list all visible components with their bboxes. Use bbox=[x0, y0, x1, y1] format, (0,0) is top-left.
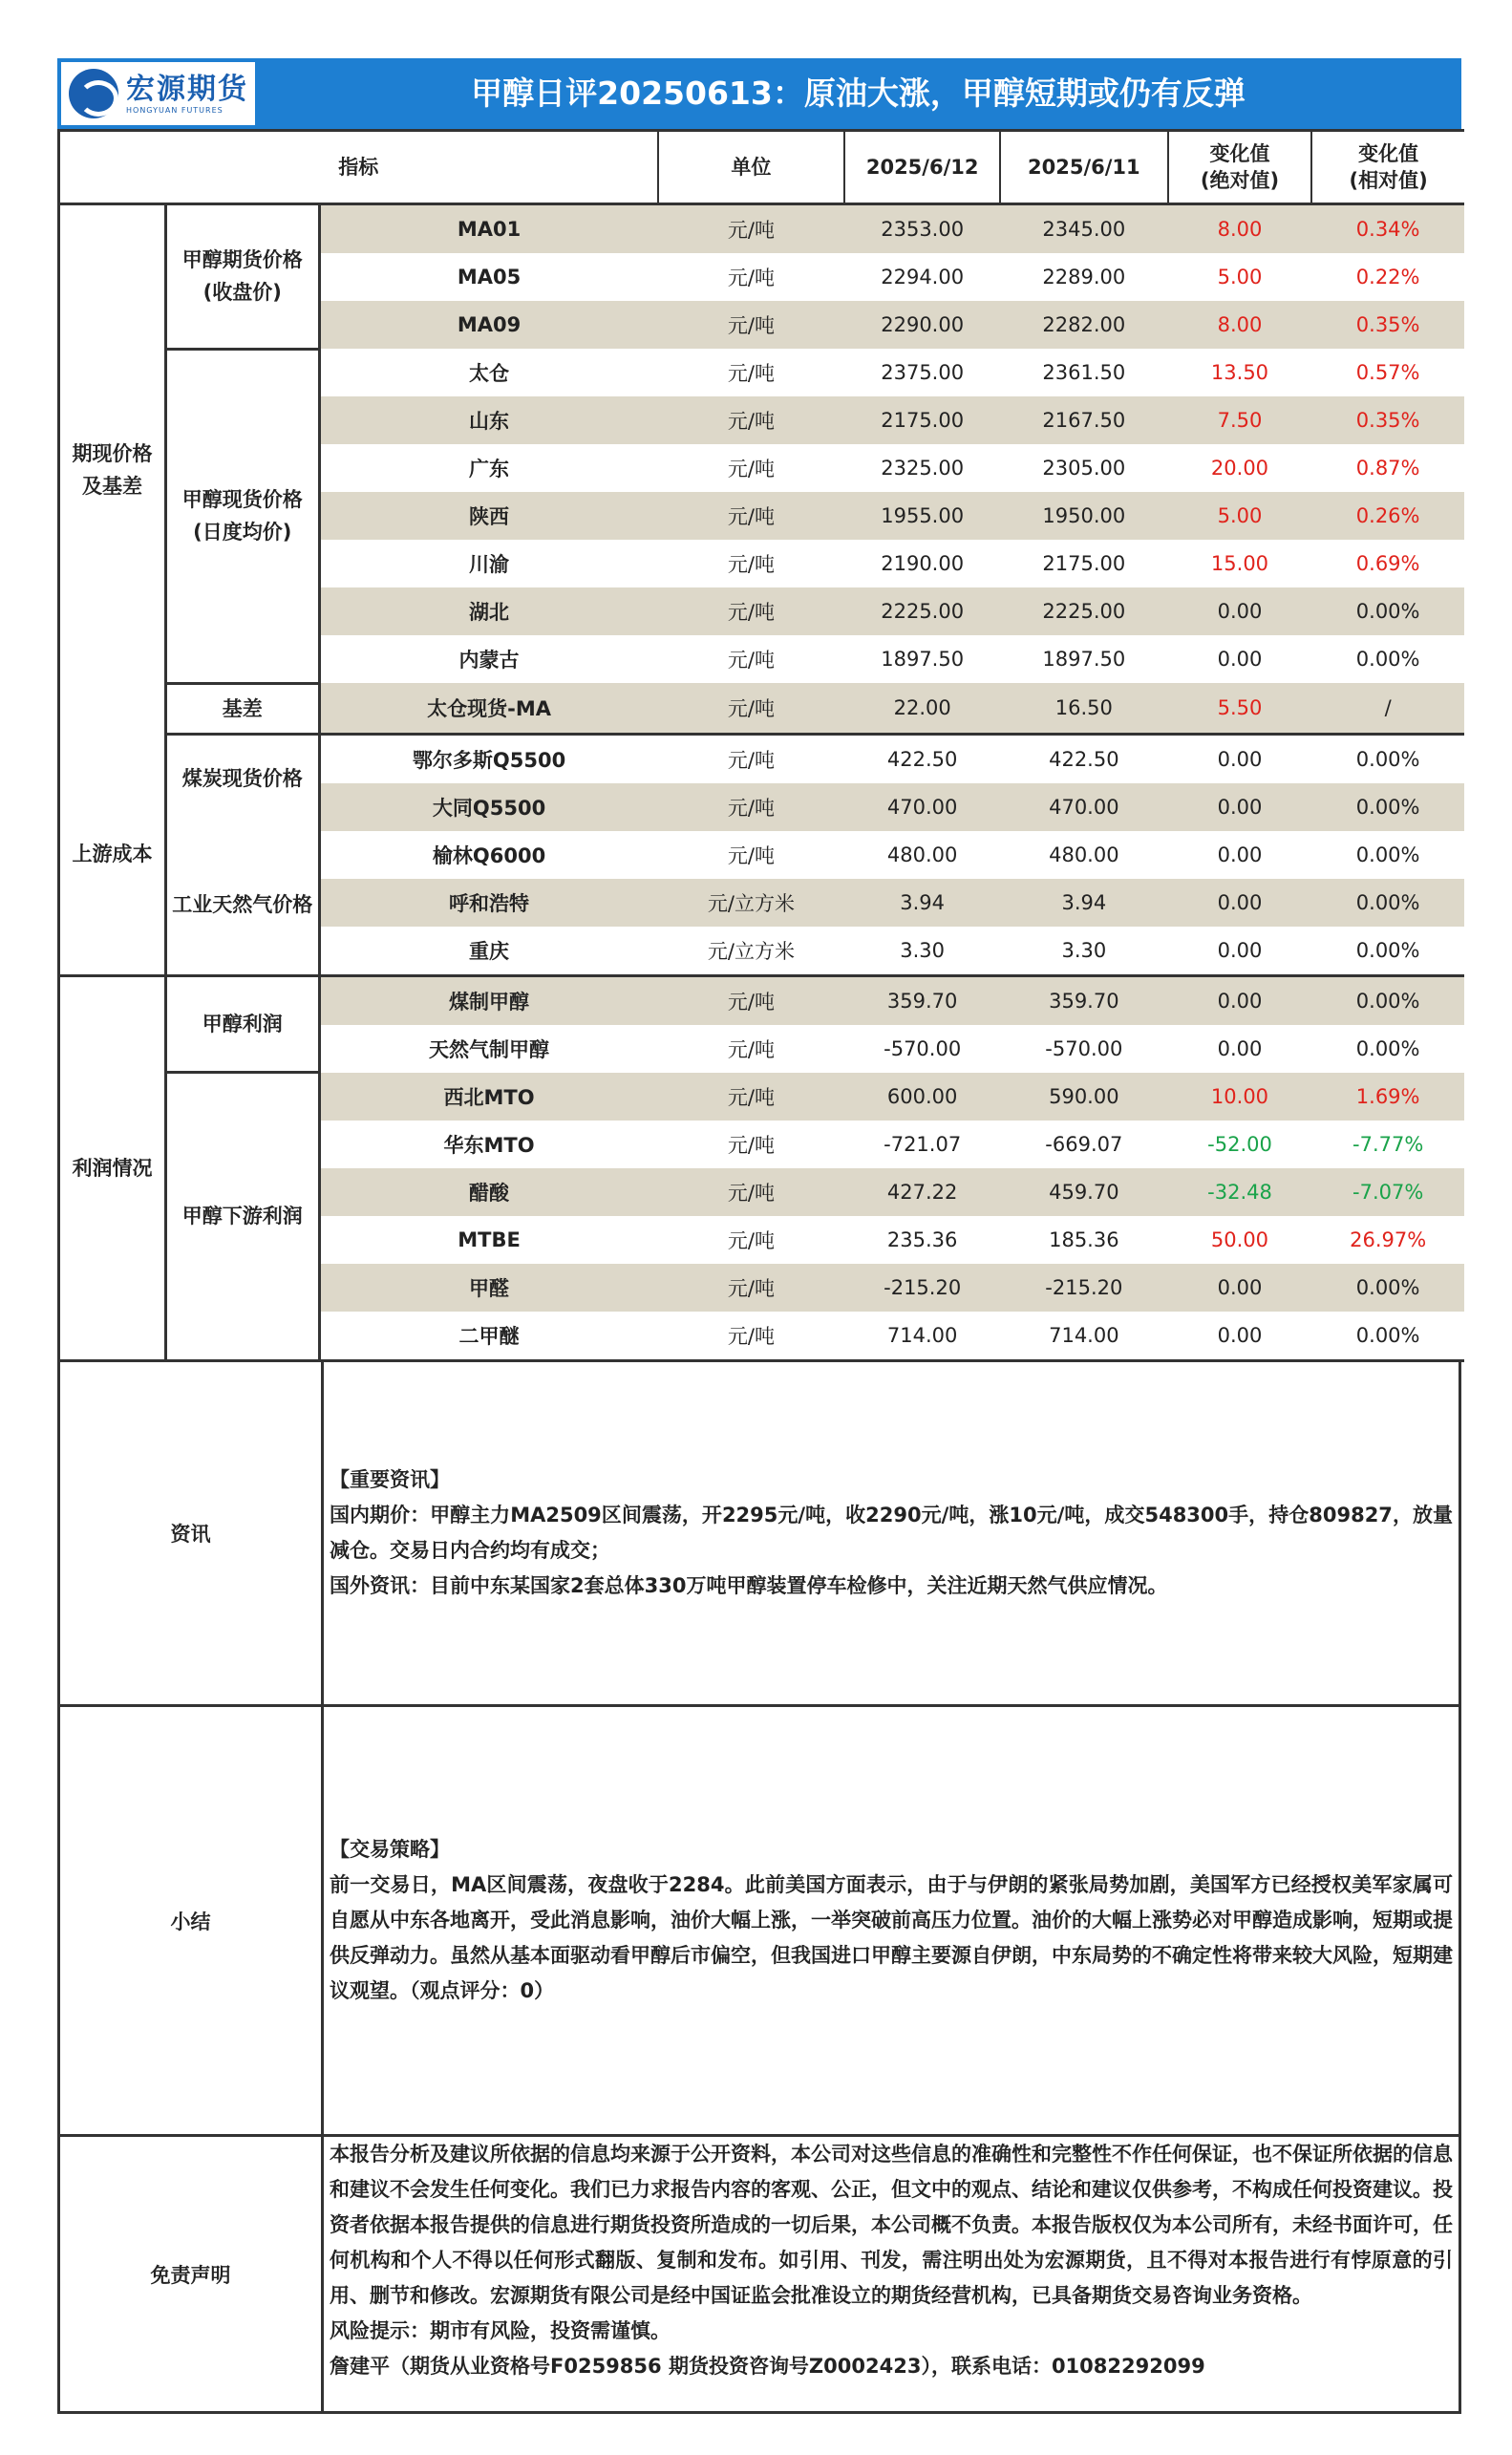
value-date2: 2167.50 bbox=[1000, 396, 1168, 444]
unit-cell: 元/吨 bbox=[658, 783, 845, 831]
unit-cell: 元/吨 bbox=[658, 492, 845, 540]
unit-cell: 元/吨 bbox=[658, 635, 845, 683]
indicator-name: 呼和浩特 bbox=[319, 879, 657, 927]
table-row bbox=[60, 734, 1464, 783]
table-row bbox=[60, 683, 1464, 734]
value-date2: 3.94 bbox=[1000, 879, 1168, 927]
indicator-name: 陕西 bbox=[319, 492, 657, 540]
change-rel: 0.00% bbox=[1311, 587, 1464, 635]
change-abs: 8.00 bbox=[1168, 204, 1312, 254]
change-rel: 0.22% bbox=[1311, 253, 1464, 301]
value-date2: -669.07 bbox=[1000, 1121, 1168, 1168]
indicator-name: 华东MTO bbox=[319, 1121, 657, 1168]
summary-content bbox=[323, 1706, 1460, 2136]
change-abs: 0.00 bbox=[1168, 635, 1312, 683]
unit-cell: 元/吨 bbox=[658, 1264, 845, 1312]
value-date1: 1897.50 bbox=[844, 635, 1000, 683]
indicator-name: 重庆 bbox=[319, 927, 657, 976]
disclaimer-body: 本报告分析及建议所依据的信息均来源于公开资料，本公司对这些信息的准确性和完整性不作任何保证，也不保证所依据的信息和建议不会发生任何变化。我们已力求报告内容的客观、公正，但文中的观点、结论和建议仅供参考，不构成任何投资建议。投资者依据本报告提供的信息进行期货投资所造成的一切后果，本公司概不负责。本报告版权仅为本公司所有，未经书面许可，任何机构和个人不得以任何形式翻版、复制和发布。如引用、刊发，需注明出处为宏源期货，且不得对本报告进行有悖原意的引用、删节和修改。宏源期货有限公司是经中国证监会批准设立的期货经营机构，已具备期货交易咨询业务资格。 bbox=[330, 2143, 1453, 2307]
change-abs: 50.00 bbox=[1168, 1216, 1312, 1264]
indicator-name: 川渝 bbox=[319, 540, 657, 587]
value-date1: 600.00 bbox=[844, 1073, 1000, 1121]
indicator-name: 太仓 bbox=[319, 349, 657, 396]
change-rel: 0.87% bbox=[1311, 444, 1464, 492]
subcat-gas: 工业天然气价格 bbox=[165, 879, 319, 976]
unit-cell: 元/吨 bbox=[658, 587, 845, 635]
table-row bbox=[60, 879, 1464, 927]
col-header-indicator: 指标 bbox=[60, 131, 658, 204]
risk-notice: 风险提示：期市有风险，投资需谨慎。 bbox=[330, 2319, 671, 2342]
change-rel: 0.69% bbox=[1311, 540, 1464, 587]
commentary-table bbox=[57, 1362, 1461, 2415]
indicator-name: 二甲醚 bbox=[319, 1312, 657, 1361]
logo-icon bbox=[69, 69, 118, 118]
subcat-basis: 基差 bbox=[165, 683, 319, 734]
summary-body: 前一交易日，MA区间震荡，夜盘收于2284。此前美国方面表示，由于与伊朗的紧张局势加剧，美国军方已经授权美军家属可自愿从中东各地离开，受此消息影响，油价大幅上涨，一举突破前高压力位置。油价的大幅上涨势必对甲醇造成影响，短期或提供反弹动力。虽然从基本面驱动看甲醇后市偏空，但我国进口甲醇主要源自伊朗，中东局势的不确定性将带来较大风险，短期建议观望。（观点评分：0） bbox=[330, 1873, 1453, 2002]
value-date2: 714.00 bbox=[1000, 1312, 1168, 1361]
header-row bbox=[60, 131, 1464, 204]
indicator-name: MA09 bbox=[319, 301, 657, 349]
change-rel: 0.00% bbox=[1311, 734, 1464, 783]
subcat-methanol-profit: 甲醇利润 bbox=[165, 975, 319, 1073]
change-abs: 5.00 bbox=[1168, 492, 1312, 540]
change-rel: 0.00% bbox=[1311, 1025, 1464, 1073]
change-abs: 8.00 bbox=[1168, 301, 1312, 349]
change-rel: / bbox=[1311, 683, 1464, 734]
change-abs: 0.00 bbox=[1168, 975, 1312, 1025]
change-rel: 0.00% bbox=[1311, 635, 1464, 683]
title-bar bbox=[57, 58, 1461, 129]
value-date1: 2190.00 bbox=[844, 540, 1000, 587]
unit-cell: 元/吨 bbox=[658, 975, 845, 1025]
value-date2: 2361.50 bbox=[1000, 349, 1168, 396]
unit-cell: 元/吨 bbox=[658, 204, 845, 254]
value-date1: 480.00 bbox=[844, 831, 1000, 879]
value-date1: 22.00 bbox=[844, 683, 1000, 734]
news-heading: 【重要资讯】 bbox=[330, 1467, 450, 1491]
change-rel: 0.00% bbox=[1311, 975, 1464, 1025]
disclaimer-label: 免责声明 bbox=[59, 2136, 323, 2413]
unit-cell: 元/立方米 bbox=[658, 879, 845, 927]
table-row bbox=[60, 204, 1464, 254]
value-date2: 16.50 bbox=[1000, 683, 1168, 734]
change-rel: 0.00% bbox=[1311, 831, 1464, 879]
change-abs: 20.00 bbox=[1168, 444, 1312, 492]
value-date1: 422.50 bbox=[844, 734, 1000, 783]
indicator-name: 鄂尔多斯Q5500 bbox=[319, 734, 657, 783]
unit-cell: 元/吨 bbox=[658, 444, 845, 492]
value-date2: 185.36 bbox=[1000, 1216, 1168, 1264]
value-date1: 2353.00 bbox=[844, 204, 1000, 254]
value-date1: 235.36 bbox=[844, 1216, 1000, 1264]
value-date2: -570.00 bbox=[1000, 1025, 1168, 1073]
value-date1: 2375.00 bbox=[844, 349, 1000, 396]
change-abs: 7.50 bbox=[1168, 396, 1312, 444]
value-date1: 2225.00 bbox=[844, 587, 1000, 635]
unit-cell: 元/吨 bbox=[658, 831, 845, 879]
change-abs: 5.50 bbox=[1168, 683, 1312, 734]
indicator-name: 山东 bbox=[319, 396, 657, 444]
change-abs: 0.00 bbox=[1168, 879, 1312, 927]
news-section bbox=[59, 1362, 1460, 1706]
change-rel: 0.00% bbox=[1311, 927, 1464, 976]
indicator-name: MTBE bbox=[319, 1216, 657, 1264]
logo-name: 宏源期货 bbox=[126, 72, 248, 106]
unit-cell: 元/吨 bbox=[658, 1121, 845, 1168]
indicator-name: 内蒙古 bbox=[319, 635, 657, 683]
value-date1: 2294.00 bbox=[844, 253, 1000, 301]
indicator-name: 大同Q5500 bbox=[319, 783, 657, 831]
change-rel: 0.00% bbox=[1311, 879, 1464, 927]
unit-cell: 元/吨 bbox=[658, 301, 845, 349]
logo-english: HONGYUAN FUTURES bbox=[126, 105, 224, 115]
change-rel: 26.97% bbox=[1311, 1216, 1464, 1264]
indicator-name: 天然气制甲醇 bbox=[319, 1025, 657, 1073]
table-row bbox=[60, 975, 1464, 1025]
change-abs: 0.00 bbox=[1168, 587, 1312, 635]
value-date1: -570.00 bbox=[844, 1025, 1000, 1073]
indicator-name: 榆林Q6000 bbox=[319, 831, 657, 879]
col-header-abs: 变化值 (绝对值) bbox=[1168, 131, 1312, 204]
value-date2: 2175.00 bbox=[1000, 540, 1168, 587]
value-date1: -215.20 bbox=[844, 1264, 1000, 1312]
col-header-rel: 变化值 (相对值) bbox=[1311, 131, 1464, 204]
report-title: 甲醇日评20250613：原油大涨，甲醇短期或仍有反弹 bbox=[471, 75, 1246, 112]
unit-cell: 元/吨 bbox=[658, 1312, 845, 1361]
value-date2: 459.70 bbox=[1000, 1168, 1168, 1216]
unit-cell: 元/吨 bbox=[658, 253, 845, 301]
indicator-name: 太仓现货-MA bbox=[319, 683, 657, 734]
indicator-name: 醋酸 bbox=[319, 1168, 657, 1216]
indicator-name: MA01 bbox=[319, 204, 657, 254]
indicator-name: 湖北 bbox=[319, 587, 657, 635]
change-rel: 0.00% bbox=[1311, 1312, 1464, 1361]
value-date2: 422.50 bbox=[1000, 734, 1168, 783]
change-rel: 0.57% bbox=[1311, 349, 1464, 396]
change-abs: 13.50 bbox=[1168, 349, 1312, 396]
author-info: 詹建平（期货从业资格号F0259856 期货投资咨询号Z0002423），联系电话：01082292099 bbox=[330, 2355, 1205, 2378]
value-date2: 359.70 bbox=[1000, 975, 1168, 1025]
summary-label: 小结 bbox=[59, 1706, 323, 2136]
unit-cell: 元/吨 bbox=[658, 1025, 845, 1073]
change-rel: 0.26% bbox=[1311, 492, 1464, 540]
value-date1: -721.07 bbox=[844, 1121, 1000, 1168]
change-abs: 0.00 bbox=[1168, 1312, 1312, 1361]
news-foreign: 国外资讯：目前中东某国家2套总体330万吨甲醇装置停车检修中，关注近期天然气供应情况。 bbox=[330, 1573, 1168, 1597]
indicator-name: 甲醛 bbox=[319, 1264, 657, 1312]
change-rel: 0.00% bbox=[1311, 783, 1464, 831]
table-row bbox=[60, 1073, 1464, 1121]
change-rel: -7.07% bbox=[1311, 1168, 1464, 1216]
indicator-name: MA05 bbox=[319, 253, 657, 301]
value-date1: 427.22 bbox=[844, 1168, 1000, 1216]
news-label: 资讯 bbox=[59, 1362, 323, 1706]
value-date2: 2289.00 bbox=[1000, 253, 1168, 301]
unit-cell: 元/立方米 bbox=[658, 927, 845, 976]
value-date1: 2325.00 bbox=[844, 444, 1000, 492]
value-date2: 2305.00 bbox=[1000, 444, 1168, 492]
change-abs: 0.00 bbox=[1168, 734, 1312, 783]
change-rel: -7.77% bbox=[1311, 1121, 1464, 1168]
change-rel: 1.69% bbox=[1311, 1073, 1464, 1121]
value-date2: 590.00 bbox=[1000, 1073, 1168, 1121]
unit-cell: 元/吨 bbox=[658, 1073, 845, 1121]
unit-cell: 元/吨 bbox=[658, 1168, 845, 1216]
value-date2: 2345.00 bbox=[1000, 204, 1168, 254]
summary-heading: 【交易策略】 bbox=[330, 1838, 450, 1861]
subcat-coal: 煤炭现货价格 bbox=[165, 734, 319, 879]
col-header-date1: 2025/6/12 bbox=[844, 131, 1000, 204]
subcat-spot: 甲醇现货价格 (日度均价) bbox=[165, 349, 319, 683]
report-sheet bbox=[57, 58, 1461, 2414]
change-abs: 0.00 bbox=[1168, 1025, 1312, 1073]
value-date2: 1950.00 bbox=[1000, 492, 1168, 540]
change-abs: -32.48 bbox=[1168, 1168, 1312, 1216]
unit-cell: 元/吨 bbox=[658, 349, 845, 396]
change-abs: 0.00 bbox=[1168, 783, 1312, 831]
change-abs: 0.00 bbox=[1168, 927, 1312, 976]
change-rel: 0.34% bbox=[1311, 204, 1464, 254]
change-rel: 0.00% bbox=[1311, 1264, 1464, 1312]
change-rel: 0.35% bbox=[1311, 301, 1464, 349]
change-abs: 5.00 bbox=[1168, 253, 1312, 301]
value-date2: 1897.50 bbox=[1000, 635, 1168, 683]
value-date1: 470.00 bbox=[844, 783, 1000, 831]
change-abs: -52.00 bbox=[1168, 1121, 1312, 1168]
value-date1: 2175.00 bbox=[844, 396, 1000, 444]
subcat-downstream-profit: 甲醇下游利润 bbox=[165, 1073, 319, 1361]
value-date2: 3.30 bbox=[1000, 927, 1168, 976]
news-content bbox=[323, 1362, 1460, 1706]
category-price-basis: 期现价格 及基差 bbox=[60, 204, 165, 735]
unit-cell: 元/吨 bbox=[658, 1216, 845, 1264]
change-abs: 10.00 bbox=[1168, 1073, 1312, 1121]
company-logo bbox=[61, 62, 255, 125]
value-date1: 3.94 bbox=[844, 879, 1000, 927]
table-row bbox=[60, 349, 1464, 396]
unit-cell: 元/吨 bbox=[658, 734, 845, 783]
value-date1: 714.00 bbox=[844, 1312, 1000, 1361]
indicator-name: 广东 bbox=[319, 444, 657, 492]
subcat-futures: 甲醇期货价格 (收盘价) bbox=[165, 204, 319, 350]
news-domestic: 国内期价：甲醇主力MA2509区间震荡，开2295元/吨，收2290元/吨，涨10元/吨，成交548300手，持仓809827，放量减仓。交易日内合约均有成交； bbox=[330, 1503, 1453, 1562]
change-abs: 0.00 bbox=[1168, 1264, 1312, 1312]
value-date2: 2282.00 bbox=[1000, 301, 1168, 349]
unit-cell: 元/吨 bbox=[658, 540, 845, 587]
disclaimer-content bbox=[323, 2136, 1460, 2413]
value-date2: 470.00 bbox=[1000, 783, 1168, 831]
summary-section bbox=[59, 1706, 1460, 2136]
indicator-name: 煤制甲醇 bbox=[319, 975, 657, 1025]
change-abs: 15.00 bbox=[1168, 540, 1312, 587]
value-date1: 3.30 bbox=[844, 927, 1000, 976]
value-date1: 2290.00 bbox=[844, 301, 1000, 349]
value-date2: 2225.00 bbox=[1000, 587, 1168, 635]
change-rel: 0.35% bbox=[1311, 396, 1464, 444]
change-abs: 0.00 bbox=[1168, 831, 1312, 879]
indicator-name: 西北MTO bbox=[319, 1073, 657, 1121]
category-profit: 利润情况 bbox=[60, 975, 165, 1360]
data-table bbox=[60, 129, 1464, 1362]
col-header-unit: 单位 bbox=[658, 131, 845, 204]
value-date2: 480.00 bbox=[1000, 831, 1168, 879]
disclaimer-section bbox=[59, 2136, 1460, 2413]
unit-cell: 元/吨 bbox=[658, 396, 845, 444]
col-header-date2: 2025/6/11 bbox=[1000, 131, 1168, 204]
value-date1: 1955.00 bbox=[844, 492, 1000, 540]
category-upstream-cost: 上游成本 bbox=[60, 734, 165, 975]
value-date2: -215.20 bbox=[1000, 1264, 1168, 1312]
value-date1: 359.70 bbox=[844, 975, 1000, 1025]
unit-cell: 元/吨 bbox=[658, 683, 845, 734]
